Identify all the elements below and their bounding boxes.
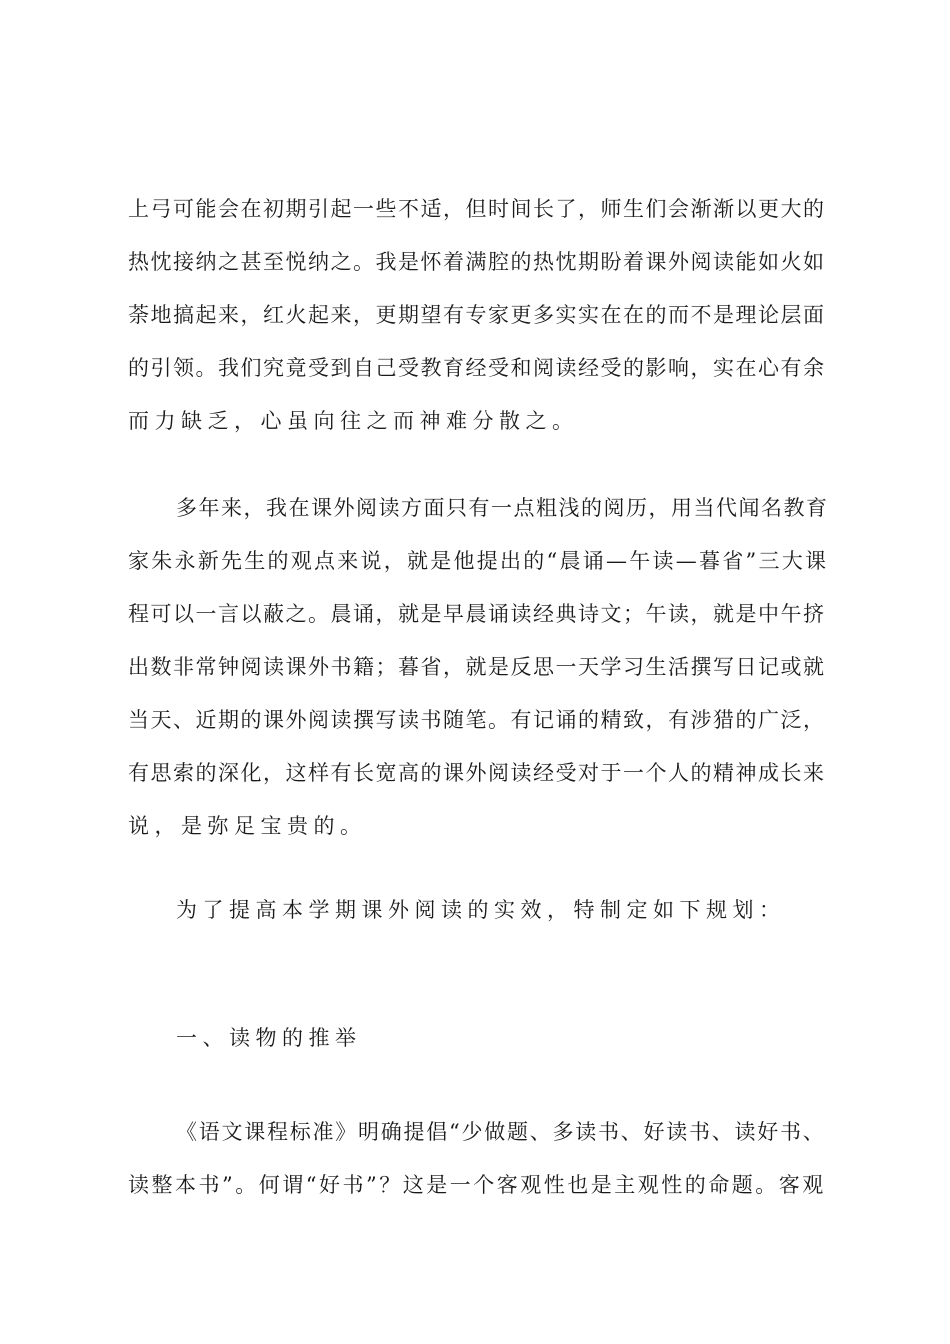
text-line: 热忱接纳之甚至悦纳之。我是怀着满腔的热忱期盼着课外阅读能如火如 (128, 250, 826, 274)
text-line: 《语文课程标准》明确提倡“少做题、多读书、好读书、读好书、 (176, 1120, 826, 1144)
text-line: 程可以一言以蔽之。晨诵，就是早晨诵读经典诗文；午读，就是中午挤 (128, 602, 826, 626)
text-line: 多年来，我在课外阅读方面只有一点粗浅的阅历，用当代闻名教育 (176, 496, 829, 520)
text-line: 说，是弥足宝贵的。 (128, 814, 367, 838)
heading-line: 一、读物的推举 (176, 1026, 362, 1050)
text-line: 上弓可能会在初期引起一些不适，但时间长了，师生们会渐渐以更大的 (128, 197, 826, 221)
text-line: 的引领。我们究竟受到自己受教育经受和阅读经受的影响，实在心有余 (128, 356, 826, 380)
text-line: 为了提高本学期课外阅读的实效，特制定如下规划： (176, 898, 786, 922)
text-line: 出数非常钟阅读课外书籍；暮省，就是反思一天学习生活撰写日记或就 (128, 655, 826, 679)
paragraph-continuation (128, 183, 832, 448)
text-line: 荼地搞起来，红火起来，更期望有专家更多实实在在的而不是理论层面 (128, 303, 826, 327)
paragraph-plan-intro (128, 884, 832, 937)
paragraph-experience (128, 482, 832, 853)
text-line: 家朱永新先生的观点来说，就是他提出的“晨诵—午读—暮省”三大课 (128, 549, 829, 573)
text-line: 有思索的深化，这样有长宽高的课外阅读经受对于一个人的精神成长来 (128, 761, 826, 785)
text-line: 而力缺乏，心虽向往之而神难分散之。 (128, 409, 579, 433)
text-line: 读整本书”。何谓“好书”？这是一个客观性也是主观性的命题。客观 (128, 1173, 826, 1197)
section-heading (128, 1012, 832, 1065)
paragraph-curriculum-standard (128, 1106, 832, 1212)
text-line: 当天、近期的课外阅读撰写读书随笔。有记诵的精致，有涉猎的广泛， (128, 708, 826, 732)
